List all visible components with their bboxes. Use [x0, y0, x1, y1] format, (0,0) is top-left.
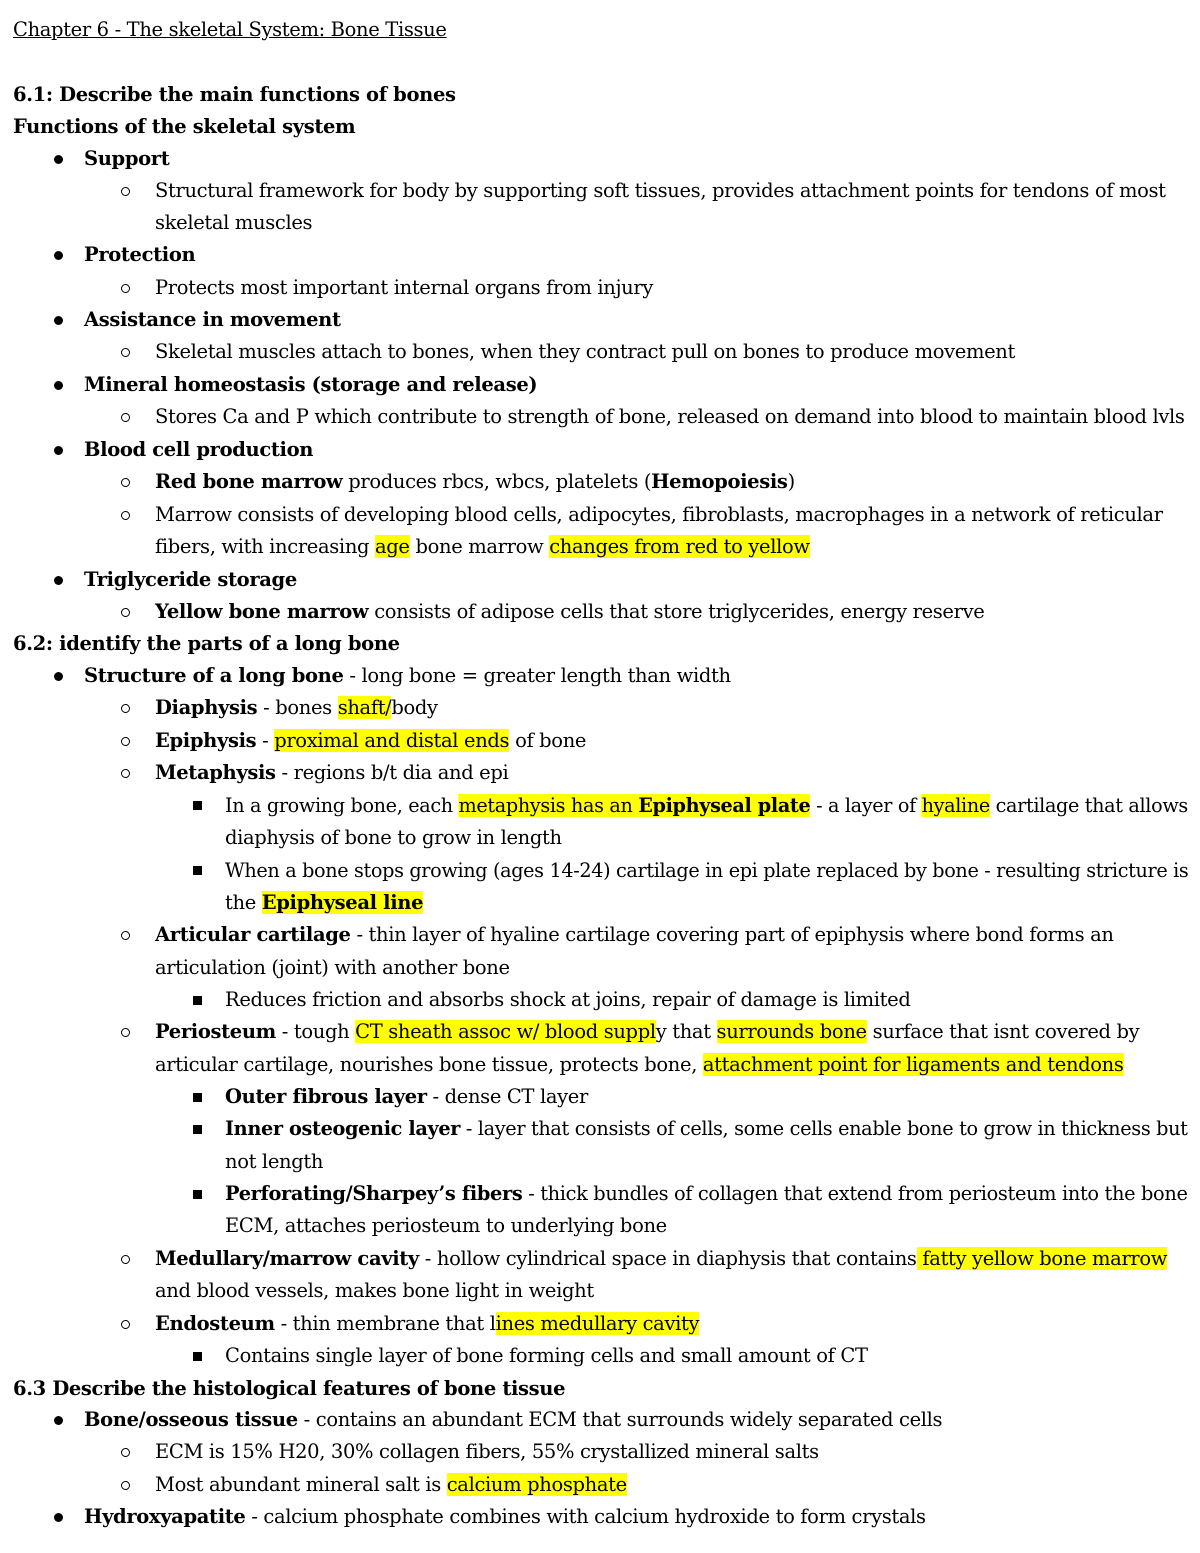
list-item-growing-bone [225, 793, 1188, 819]
item-label: Blood cell production [84, 438, 314, 461]
bullet-square-icon [193, 1125, 202, 1134]
item-label: Support [84, 147, 170, 170]
item-label: Assistance in movement [84, 308, 341, 331]
bullet-circle-icon [121, 348, 130, 357]
item-text: - [256, 729, 275, 752]
bold-term: Red bone marrow [155, 470, 343, 493]
item-text: - tough [275, 1020, 356, 1043]
list-item-medullary [155, 1246, 1167, 1272]
list-item-perforating-cont [225, 1213, 667, 1239]
bullet-circle-icon [121, 1028, 130, 1037]
bullet-disc-icon [54, 672, 63, 681]
heading-text: 6.1: Describe the main functions of bones [13, 83, 456, 106]
list-item-mineral-detail [155, 404, 1185, 430]
list-item-stops-growing [225, 858, 1188, 884]
list-item-marrow [155, 502, 1163, 528]
list-item-metaphysis [155, 760, 508, 786]
bullet-disc-icon [54, 381, 63, 390]
highlighted-text: changes from red to yellow [549, 535, 810, 558]
bullet-circle-icon [121, 187, 130, 196]
bullet-disc-icon [54, 576, 63, 585]
item-text: - thin layer of hyaline cartilage covering part of epiphysis where bond forms an [350, 923, 1114, 946]
bullet-square-icon [193, 1352, 202, 1361]
bullet-square-icon [193, 1190, 202, 1199]
bold-term: Outer fibrous layer [225, 1085, 427, 1108]
list-item-epiphysis [155, 728, 586, 754]
item-text: - bones [257, 696, 338, 719]
item-text: Contains single layer of bone forming cells and small amount of CT [225, 1344, 868, 1367]
bold-term: Articular cartilage [155, 923, 351, 946]
item-text: - long bone = greater length than width [343, 664, 731, 687]
document-title [13, 17, 447, 43]
item-label: Protection [84, 243, 196, 266]
bullet-circle-icon [121, 704, 130, 713]
list-item-support-detail [155, 178, 1166, 204]
bullet-circle-icon [121, 931, 130, 940]
item-text: surface that isnt covered by [866, 1020, 1140, 1043]
section-heading-6-1 [13, 82, 456, 108]
bullet-disc-icon [54, 251, 63, 260]
list-item-protection [84, 242, 195, 268]
list-item-support-detail-cont [155, 210, 312, 236]
item-text: skeletal muscles [155, 211, 313, 234]
bold-term: Epiphysis [155, 729, 257, 752]
bold-term: Hydroxyapatite [84, 1505, 246, 1528]
subheading-functions [13, 114, 355, 140]
bullet-circle-icon [121, 608, 130, 617]
bullet-circle-icon [121, 1481, 130, 1490]
list-item-periosteum [155, 1019, 1139, 1045]
item-text: Structural framework for body by supporting soft tissues, provides attachment points for tendons of most [155, 179, 1166, 202]
item-text: the [225, 891, 262, 914]
item-text: Marrow consists of developing blood cells, adipocytes, fibroblasts, macrophages in a network of reticular [155, 503, 1163, 526]
list-item-endosteum [155, 1311, 699, 1337]
bold-term: Yellow bone marrow [155, 600, 369, 623]
item-text: articular cartilage, nourishes bone tissue, protects bone, [155, 1053, 703, 1076]
item-text: - contains an abundant ECM that surrounds widely separated cells [297, 1408, 943, 1431]
item-text: - thin membrane that l [274, 1312, 496, 1335]
highlighted-text: calcium phosphate [446, 1473, 627, 1496]
item-text: When a bone stops growing (ages 14-24) cartilage in epi plate replaced by bone - resulting stricture is [225, 859, 1189, 882]
highlighted-text: CT sheath assoc w/ blood suppl [355, 1020, 656, 1043]
bullet-square-icon [193, 801, 202, 810]
item-text: y that [655, 1020, 717, 1043]
highlighted-text: attachment point for ligaments and tendons [702, 1053, 1124, 1076]
bullet-disc-icon [54, 1513, 63, 1522]
list-item-blood [84, 437, 313, 463]
bold-term: Bone/osseous tissue [84, 1408, 298, 1431]
list-item-red-marrow [155, 469, 795, 495]
list-item-inner-osteogenic [225, 1116, 1188, 1142]
list-item-osseous [84, 1407, 942, 1433]
list-item-articular [155, 922, 1114, 948]
bullet-disc-icon [54, 446, 63, 455]
item-text: - hollow cylindrical space in diaphysis that contains [418, 1247, 917, 1270]
highlighted-bold-term: Epiphyseal line [261, 891, 424, 914]
list-item-protection-detail [155, 275, 653, 301]
item-text: - a layer of [810, 794, 922, 817]
list-item-yellow-marrow [155, 599, 984, 625]
item-text: cartilage that allows [989, 794, 1188, 817]
bold-term: Diaphysis [155, 696, 258, 719]
item-text: articulation (joint) with another bone [155, 956, 510, 979]
section-heading-6-2 [13, 631, 400, 657]
list-item-articular-cont [155, 955, 510, 981]
bold-term: Hemopoiesis [651, 470, 788, 493]
list-item-diaphysis [155, 695, 438, 721]
list-item-growing-bone-cont [225, 825, 562, 851]
list-item-support [84, 146, 169, 172]
item-text: - dense CT layer [426, 1085, 588, 1108]
item-text: and blood vessels, makes bone light in weight [155, 1279, 594, 1302]
list-item-mineral [84, 372, 537, 398]
list-item-perforating [225, 1181, 1188, 1207]
bullet-square-icon [193, 996, 202, 1005]
list-item-reduces-friction [225, 987, 910, 1013]
item-text: - thick bundles of collagen that extend from periosteum into the bone [522, 1182, 1188, 1205]
bullet-square-icon [193, 1093, 202, 1102]
highlighted-text: fatty yellow bone marrow [916, 1247, 1168, 1270]
bold-term: Periosteum [155, 1020, 276, 1043]
highlighted-text: surrounds bone [716, 1020, 867, 1043]
list-item-hydroxyapatite [84, 1504, 926, 1530]
bullet-circle-icon [121, 478, 130, 487]
list-item-stops-growing-cont [225, 890, 423, 916]
list-item-single-layer [225, 1343, 868, 1369]
bullet-disc-icon [54, 155, 63, 164]
bullet-disc-icon [54, 1416, 63, 1425]
item-text: ) [787, 470, 795, 493]
item-text: In a growing bone, each [225, 794, 459, 817]
bold-term: Perforating/Sharpey’s fibers [225, 1182, 523, 1205]
title-text: Chapter 6 - The skeletal System: Bone Tissue [13, 18, 447, 41]
item-text: - layer that consists of cells, some cells enable bone to grow in thickness but [460, 1117, 1188, 1140]
item-text: ECM, attaches periosteum to underlying bone [225, 1214, 667, 1237]
item-text: fibers, with increasing [155, 535, 376, 558]
highlighted-text: shaft/ [337, 696, 392, 719]
bullet-circle-icon [121, 1320, 130, 1329]
item-text: Reduces friction and absorbs shock at joins, repair of damage is limited [225, 988, 911, 1011]
item-text: Protects most important internal organs from injury [155, 276, 654, 299]
item-text: diaphysis of bone to grow in length [225, 826, 562, 849]
item-text: consists of adipose cells that store triglycerides, energy reserve [368, 600, 985, 623]
bullet-circle-icon [121, 769, 130, 778]
bold-term: Medullary/marrow cavity [155, 1247, 419, 1270]
bullet-circle-icon [121, 413, 130, 422]
item-text: Stores Ca and P which contribute to strength of bone, released on demand into blood to maintain blood lvls [155, 405, 1185, 428]
list-item-triglyceride [84, 567, 297, 593]
bullet-square-icon [193, 866, 202, 875]
list-item-movement [84, 307, 341, 333]
highlighted-text: hyaline [921, 794, 990, 817]
item-text: bone marrow [409, 535, 550, 558]
item-text: produces rbcs, wbcs, platelets ( [342, 470, 652, 493]
item-text: Most abundant mineral salt is [155, 1473, 447, 1496]
list-item-ecm [155, 1439, 819, 1465]
item-text: - calcium phosphate combines with calcium hydroxide to form crystals [245, 1505, 926, 1528]
item-text: ECM is 15% H20, 30% collagen fibers, 55% crystallized mineral salts [155, 1440, 819, 1463]
item-text: not length [225, 1150, 324, 1173]
list-item-inner-osteogenic-cont [225, 1149, 323, 1175]
item-text: body [391, 696, 438, 719]
section-heading-6-3 [13, 1376, 565, 1402]
highlighted-bold-term: Epiphyseal plate [638, 794, 811, 817]
bullet-circle-icon [121, 737, 130, 746]
highlighted-text: age [375, 535, 410, 558]
item-text: - regions b/t dia and epi [275, 761, 509, 784]
item-label: Mineral homeostasis (storage and release) [84, 373, 538, 396]
bullet-circle-icon [121, 1255, 130, 1264]
heading-text: 6.3 Describe the histological features of bone tissue [13, 1377, 566, 1400]
list-item-movement-detail [155, 339, 1015, 365]
subheading-text: Functions of the skeletal system [13, 115, 356, 138]
bullet-disc-icon [54, 316, 63, 325]
bold-term: Structure of a long bone [84, 664, 344, 687]
highlighted-text: ines medullary cavity [495, 1312, 700, 1335]
bullet-circle-icon [121, 1448, 130, 1457]
list-item-outer-fibrous [225, 1084, 588, 1110]
highlighted-text: proximal and distal ends [274, 729, 510, 752]
highlighted-text: metaphysis has an [458, 794, 639, 817]
heading-text: 6.2: identify the parts of a long bone [13, 632, 400, 655]
item-label: Triglyceride storage [84, 568, 297, 591]
list-item-periosteum-cont [155, 1052, 1124, 1078]
list-item-structure [84, 663, 731, 689]
bold-term: Inner osteogenic layer [225, 1117, 461, 1140]
item-text: Skeletal muscles attach to bones, when they contract pull on bones to produce movement [155, 340, 1015, 363]
list-item-marrow-cont [155, 534, 810, 560]
bullet-circle-icon [121, 511, 130, 520]
list-item-medullary-cont [155, 1278, 594, 1304]
bullet-circle-icon [121, 284, 130, 293]
list-item-mineral-salt [155, 1472, 627, 1498]
bold-term: Metaphysis [155, 761, 276, 784]
bold-term: Endosteum [155, 1312, 275, 1335]
item-text: of bone [509, 729, 587, 752]
